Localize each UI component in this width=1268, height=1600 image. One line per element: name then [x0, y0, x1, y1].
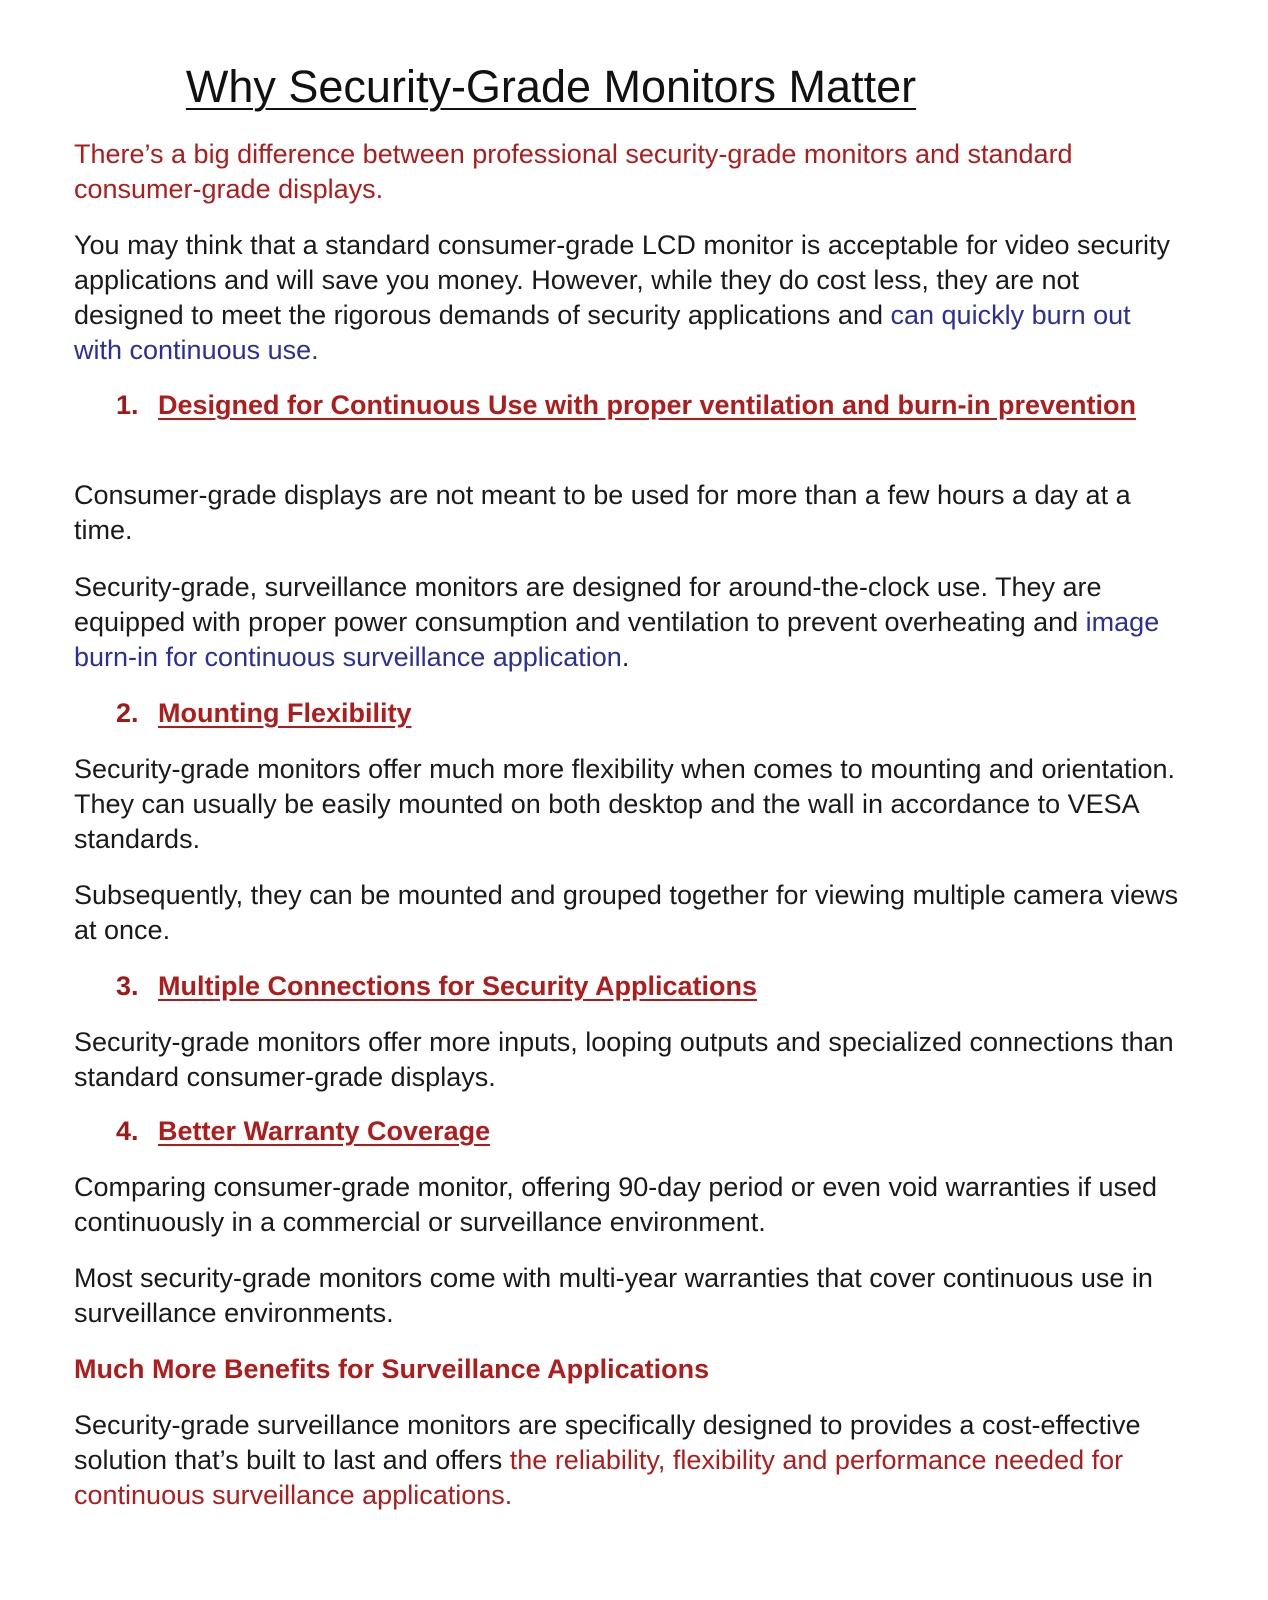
section-3-number: 3. [116, 971, 139, 1001]
benefits-heading: Much More Benefits for Surveillance Applications [74, 1354, 710, 1384]
section-4-paragraph-1: Comparing consumer-grade monitor, offering 90-day period or even void warranties if used continuously in a commercial or surveillance environment. [74, 1172, 1158, 1237]
section-3-title: Multiple Connections for Security Applications [158, 971, 758, 1001]
section-2-paragraph-2: Subsequently, they can be mounted and grouped together for viewing multiple camera views at once. [74, 880, 1179, 945]
benefits-paragraph [74, 1408, 1184, 1513]
intro-body-text: You may think that a standard consumer-grade LCD monitor is acceptable for video security applications and will save you money. However, while they do cost less, they are not designed to meet the rigorous demands of security applications and [74, 230, 1171, 330]
benefits-body-text: Security-grade surveillance monitors are specifically designed to provides a cost-effective solution that’s built to last and offers [74, 1410, 1141, 1475]
intro-paragraph [74, 228, 1184, 368]
section-2-paragraph-1: Security-grade monitors offer much more flexibility when comes to mounting and orientation. They can usually be easily mounted on both desktop and the wall in accordance to VESA standards. [74, 754, 1176, 854]
section-1-paragraph-2 [74, 570, 1184, 675]
section-1-p2-highlight: image burn-in for continuous surveillance application [74, 607, 1160, 672]
section-2-heading [116, 696, 411, 731]
section-4-number: 4. [116, 1116, 139, 1146]
page-title [0, 58, 1176, 116]
page-title-text: Why Security-Grade Monitors Matter [185, 61, 917, 112]
section-4-title: Better Warranty Coverage [158, 1116, 491, 1146]
section-2-number: 2. [116, 698, 139, 728]
benefits-highlight: the reliability, flexibility and performance needed for continuous surveillance applications. [74, 1445, 1124, 1510]
section-4-paragraph-2: Most security-grade monitors come with multi-year warranties that cover continuous use in surveillance environments. [74, 1263, 1153, 1328]
section-3-heading [116, 969, 757, 1004]
intro-highlight: can quickly burn out with continuous use. [74, 300, 1131, 365]
intro-lead: There’s a big difference between professional security-grade monitors and standard consumer-grade displays. [74, 139, 1073, 204]
section-1-p2-end: . [621, 642, 630, 672]
section-4-heading [116, 1114, 490, 1149]
section-1-p2-text: Security-grade, surveillance monitors are designed for around-the-clock use. They are equipped with proper power consumption and ventilation to prevent overheating and [74, 572, 1102, 637]
section-3-paragraph-1: Security-grade monitors offer more inputs, looping outputs and specialized connections than standard consumer-grade displays. [74, 1027, 1174, 1092]
section-1-title: Designed for Continuous Use with proper ventilation and burn-in prevention [158, 390, 1137, 420]
section-1-paragraph-1: Consumer-grade displays are not meant to be used for more than a few hours a day at a time. [74, 480, 1131, 545]
section-2-title: Mounting Flexibility [158, 698, 412, 728]
section-1-number: 1. [116, 390, 139, 420]
section-1-heading [116, 388, 1166, 423]
